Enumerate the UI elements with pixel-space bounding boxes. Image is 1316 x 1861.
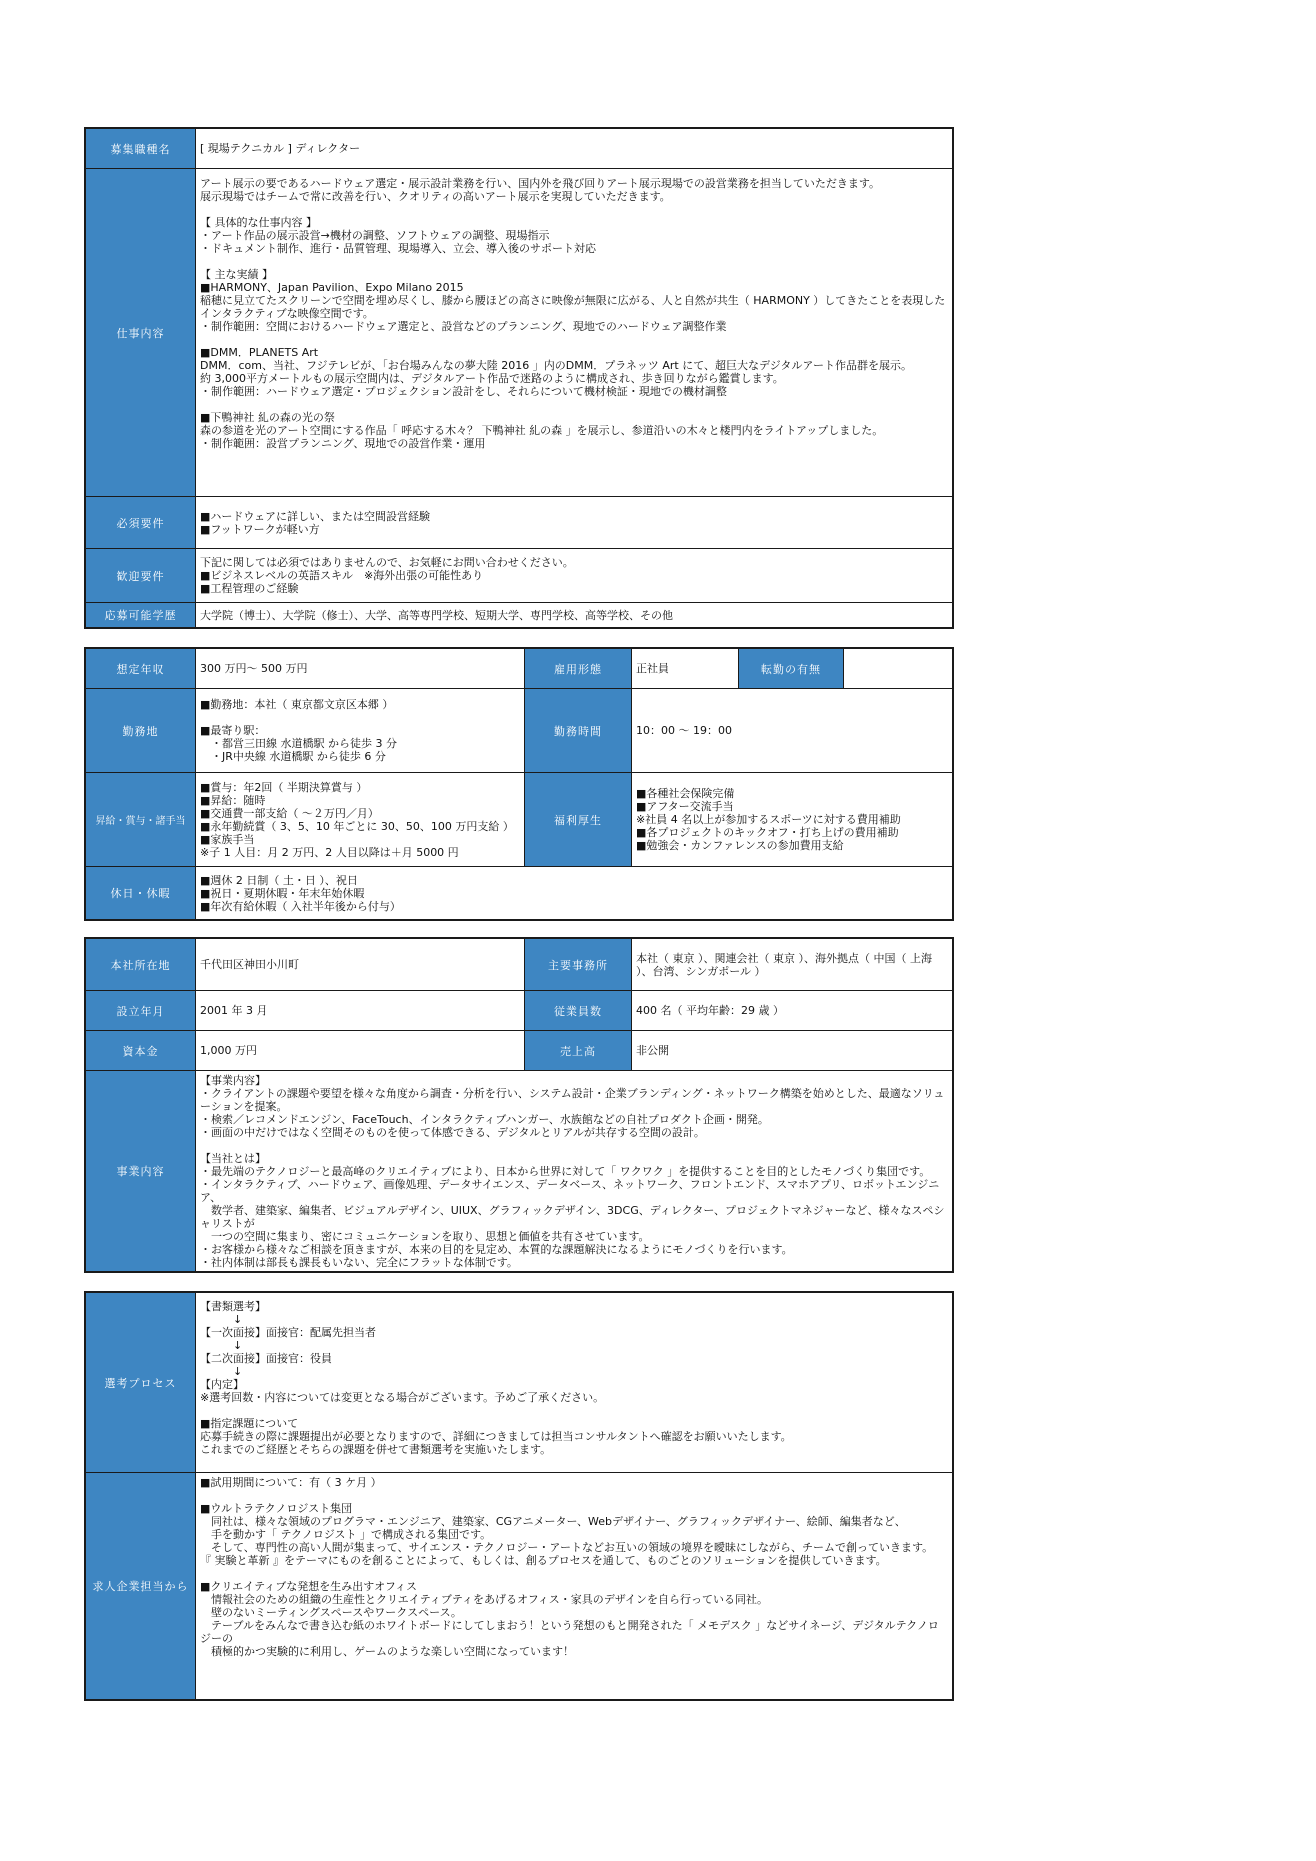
value-employees: 400 名（ 平均年齢：29 歳 ） [636, 1004, 784, 1017]
company-table [84, 937, 954, 1273]
row-salary [86, 649, 952, 689]
label-welcome: 歓迎要件 [86, 549, 196, 602]
value-capital: 1,000 万円 [200, 1044, 257, 1057]
value-welfare: ■各種社会保険完備 ■アフター交流手当 ※社員 4 名以上が参加するスポーツに対する費用補助 ■各プロジェクトのキックオフ・打ち上げの費用補助 ■勉強会・カンファレンスの参加費用支給 [636, 787, 901, 852]
label-required: 必須要件 [86, 497, 196, 548]
value-transfer [844, 649, 952, 688]
value-location: ■勤務地：本社（ 東京都文京区本郷 ） ■最寄り駅： ・都営三田線 水道橋駅 から徒歩 3 分 ・JR中央線 水道橋駅 から徒歩 6 分 [200, 698, 397, 763]
value-work: アート展示の要であるハードウェア選定・展示設計業務を行い、国内外を飛び回りアート展示現場での設営業務を担当していただきます。 展示現場ではチームで常に改善を行い、クオリティの高いアート展示を実現していただきます。 【 具体的な仕事内容 】 ・アート作品の展示設営→機材の調整、ソフトウェアの調整、現場指示 ・ドキュメント制作、進行・品質管理、現場導入、立会、導入後のサポート対応 【 主な実績 】 ■HARMONY、Japan Pavilion、Expo Milano 2015 稲穂に見立てたスクリーンで空間を埋め尽くし、膝から腰ほどの高さに映像が無限に広がる、人と自然が共生（ HARMONY ）してきたことを表現した インタラクティブな映像空間です。 ・制作範囲：空間におけるハードウェア選定と、設営などのプランニング、現地でのハードウェア調整作業 ■DMM．PLANETS Art DMM．com、当社、フジテレビが、「お台場みんなの夢大陸 2016 」内のDMM．プラネッツ Art にて、超巨大なデジタルアート作品群を展示。 約 3,000平方メートルもの展示空間内は、デジタルアート作品で迷路のように構成され、歩き回りながら鑑賞します。 ・制作範囲：ハードウェア選定・プロジェクション設計をし、それらについて機材検証・現地での機材調整 ■下鴨神社 糺の森の光の祭 森の参道を光のアート空間にする作品「 呼応する木々？ 下鴨神社 糺の森 」を展示し、参道沿いの木々と楼門内をライトアップしました。 ・制作範囲：設営プランニング、現地での設営作業・運用 [200, 177, 946, 450]
value-sales: 非公開 [636, 1044, 669, 1057]
label-transfer: 転勤の有無 [738, 649, 844, 688]
value-offices: 本社（ 東京 ）、関連会社（ 東京 ）、海外拠点（ 中国（ 上海 ）、台湾、シンガポール ） [636, 951, 936, 978]
row-location [86, 689, 952, 773]
row-required [86, 497, 952, 549]
label-founded: 設立年月 [86, 991, 196, 1030]
value-business: 【事業内容】 ・クライアントの課題や要望を様々な角度から調査・分析を行い、システム設計・企業ブランディング・ネットワーク構築を始めとした、最適なソリューションを提案。 ・検索／レコメンドエンジン、FaceTouch、インタラクティブハンガー、水族館などの自社プロダクト企画・開発。 ・画面の中だけではなく空間そのものを使って体感できる、デジタルとリアルが共存する空間の設計。 【当社とは】 ・最先端のテクノロジーと最高峰のクリエイティブにより、日本から世界に対して「 ワクワク 」を提供することを目的としたモノづくり集団です。 ・インタラクティブ、ハードウェア、画像処理、データサイエンス、データベース、ネットワーク、フロントエンド、スマホアプリ、ロボットエンジニア、 数学者、建築家、編集者、ビジュアルデザイン、UIUX、グラフィックデザイン、3DCG、ディレクター、プロジェクトマネジャーなど、様々なスペシャリストが 一つの空間に集まり、密にコミュニケーションを取り、思想と価値を共有させています。 ・お客様から様々なご相談を頂きますが、本来の目的を見定め、本質的な課題解決になるようにモノづくりを行います。 ・社内体制は部長も課長もいない、完全にフラットな体制です。 [200, 1074, 945, 1269]
label-welfare: 福利厚生 [524, 773, 632, 866]
label-title: 募集職種名 [86, 129, 196, 168]
value-salary: 300 万円～ 500 万円 [200, 662, 308, 675]
label-holiday: 休日・休暇 [86, 867, 196, 919]
row-message [86, 1473, 952, 1699]
label-location: 勤務地 [86, 689, 196, 772]
row-selection [86, 1293, 952, 1473]
label-message: 求人企業担当から [86, 1473, 196, 1699]
label-employment: 雇用形態 [524, 649, 632, 688]
label-offices: 主要事務所 [524, 939, 632, 990]
label-employees: 従業員数 [524, 991, 632, 1030]
row-hq [86, 939, 952, 991]
row-capital [86, 1031, 952, 1071]
process-table [84, 1291, 954, 1701]
terms-table [84, 647, 954, 921]
row-welcome [86, 549, 952, 603]
label-sales: 売上高 [524, 1031, 632, 1070]
row-business [86, 1071, 952, 1271]
value-hq: 千代田区神田小川町 [200, 958, 299, 971]
value-message: ■試用期間について：有（ 3 ケ月 ） ■ウルトラテクノロジスト集団 同社は、様々な領域のプログラマ・エンジニア、建築家、CGアニメーター、Webデザイナー、グラフィックデザイナー、絵師、編集者など、 手を動かす「 テクノロジスト 」で構成される集団です。 そして、専門性の高い人間が集まって、サイエンス・テクノロジー・アートなどお互いの領域の境界を曖昧にしながら、チームで創っていきます。 『 実験と革新 』をテーマにものを創ることによって、もしくは、創るプロセスを通して、ものごとのソリューションを提供していきます。 ■クリエイティブな発想を生み出すオフィス 情報社会のための組織の生産性とクリエイティブティをあげるオフィス・家具のデザインを自ら行っている同社。 壁のないミーティングスペースやワークスペース。 テーブルをみんなで書き込む紙のホワイトボードにしてしまおう！という発想のもと開発された「 メモデスク 」などサイネージ、デジタルテクノロジーの 積極的かつ実験的に利用し、ゲームのような楽しい空間になっています！ [200, 1476, 939, 1658]
value-welcome: 下記に関しては必須ではありませんので、お気軽にお問い合わせください。 ■ビジネスレベルの英語スキル ※海外出張の可能性あり ■工程管理のご経験 [200, 556, 574, 595]
value-title: [ 現場テクニカル ] ディレクター [200, 142, 361, 155]
value-required: ■ハードウェアに詳しい、または空間設営経験 ■フットワークが軽い方 [200, 509, 430, 536]
value-raise: ■賞与：年2回（ 半期決算賞与 ） ■昇給：随時 ■交通費一部支給（ ～２万円／月） ■永年勤続賞（ 3、5、10 年ごとに 30、50、100 万円支給 ） ■家族手当 ※子 1 人目：月 2 万円、2 人目以降は＋月 5000 円 [200, 780, 514, 859]
label-capital: 資本金 [86, 1031, 196, 1070]
label-raise: 昇給・賞与・諸手当 [86, 773, 196, 866]
label-selection: 選考プロセス [86, 1293, 196, 1472]
label-education: 応募可能学歴 [86, 603, 196, 627]
label-salary: 想定年収 [86, 649, 196, 688]
value-holiday: ■週休 2 日制（ 土・日 ）、祝日 ■祝日・夏期休暇・年末年始休暇 ■年次有給休暇（ 入社半年後から付与） [200, 873, 401, 913]
value-education: 大学院（博士）、大学院（修士）、大学、高等専門学校、短期大学、専門学校、高等学校、その他 [200, 608, 673, 622]
label-business: 事業内容 [86, 1071, 196, 1271]
value-founded: 2001 年 3 月 [200, 1004, 268, 1017]
label-work: 仕事内容 [86, 169, 196, 496]
value-employment: 正社員 [636, 662, 669, 675]
row-education [86, 603, 952, 627]
label-hq: 本社所在地 [86, 939, 196, 990]
row-title [86, 129, 952, 169]
row-raise [86, 773, 952, 867]
row-holiday [86, 867, 952, 919]
job-table [84, 127, 954, 629]
row-founded [86, 991, 952, 1031]
value-selection: 【書類選考】 ↓ 【一次面接】面接官：配属先担当者 ↓ 【二次面接】面接官：役員 ↓ 【内定】 ※選考回数・内容については変更となる場合がございます。予めご了承ください。 ■指定課題について 応募手続きの際に課題提出が必要となりますので、詳細につきましては担当コンサルタントへ確認をお願いいたします。 これまでのご経歴とそちらの課題を併せて書類選考を実施いたします。 [200, 1300, 792, 1456]
label-hours: 勤務時間 [524, 689, 632, 772]
row-work [86, 169, 952, 497]
value-hours: 10：00 ～ 19：00 [636, 724, 732, 737]
